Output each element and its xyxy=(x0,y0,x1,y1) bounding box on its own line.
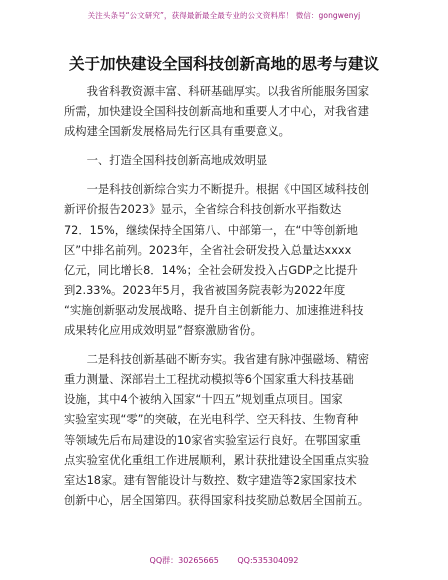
text-line: 成构建全国新发展格局先行区具有重要意义。 xyxy=(64,125,290,139)
text-line: 一是科技创新综合实力不断提升。根据《中国区域科技创 xyxy=(64,183,370,197)
paragraph-innovation-strength xyxy=(64,180,394,341)
text-line: 创新中心，居全国第四。获得国家科技奖励总数居全国前五。 xyxy=(64,493,370,507)
text-line: 区”中排名前列。2023年，全省社会研发投入总量达xxxx xyxy=(64,243,352,257)
document-body xyxy=(64,82,394,511)
footer-qq-group: QQ群：30265665 xyxy=(149,556,219,565)
text-line: 新评价报告2023》显示，全省综合科技创新水平指数达 xyxy=(64,203,342,217)
text-line: “实施创新驱动发展战略、提升自主创新能力、加速推进科技 xyxy=(64,303,364,317)
text-line: 等领域先后布局建设的10家省实验室运行良好。在鄂国家重 xyxy=(64,433,361,447)
text-line: 所需，加快建设全国科技创新高地和重要人才中心，对我省建 xyxy=(64,105,370,119)
text-line: 成果转化应用成效明显”督察激励省份。 xyxy=(64,324,262,338)
text-line: 重力测量、深部岩土工程扰动模拟等6个国家重大科技基础 xyxy=(64,373,354,387)
text-line: 设施，其中4个被纳入国家“十四五”规划重点项目。国家 xyxy=(64,393,343,407)
heading-line: 一、打造全国科技创新高地成效明显 xyxy=(64,154,268,168)
text-line: 我省科教资源丰富、科研基础厚实。以我省所能服务国家 xyxy=(64,85,370,98)
document-title: 关于加快建设全国科技创新高地的思考与建议 xyxy=(68,55,379,73)
paragraph-intro xyxy=(64,82,394,142)
footer-qq: QQ:535304092 xyxy=(237,556,299,565)
paragraph-innovation-foundation xyxy=(64,350,394,511)
text-line: 到2.33%。2023年5月，我省被国务院表彰为2022年度 xyxy=(64,283,346,297)
text-line: 实验室实现“零”的突破，在光电科学、空天科技、生物育种 xyxy=(64,413,359,427)
text-line: 72．15%，继续保持全国第八、中部第一，在“中等创新地 xyxy=(64,223,358,237)
text-line: 亿元，同比增长8．14%；全社会研发投入占GDP之比提升 xyxy=(64,263,358,277)
section-heading xyxy=(64,151,394,171)
text-line: 室达18家。建有智能设计与数控、数字建造等2家国家技术 xyxy=(64,473,357,487)
text-line: 二是科技创新基础不断夯实。我省建有脉冲强磁场、精密 xyxy=(64,353,370,367)
footer-contacts xyxy=(0,555,448,566)
text-line: 点实验室优化重组工作进展顺利，累计获批建设全国重点实验 xyxy=(64,453,370,467)
header-banner: 关注头条号“公文研究”，获得最新最全最专业的公文资料库！ 微信：gongwenyj xyxy=(87,11,361,20)
